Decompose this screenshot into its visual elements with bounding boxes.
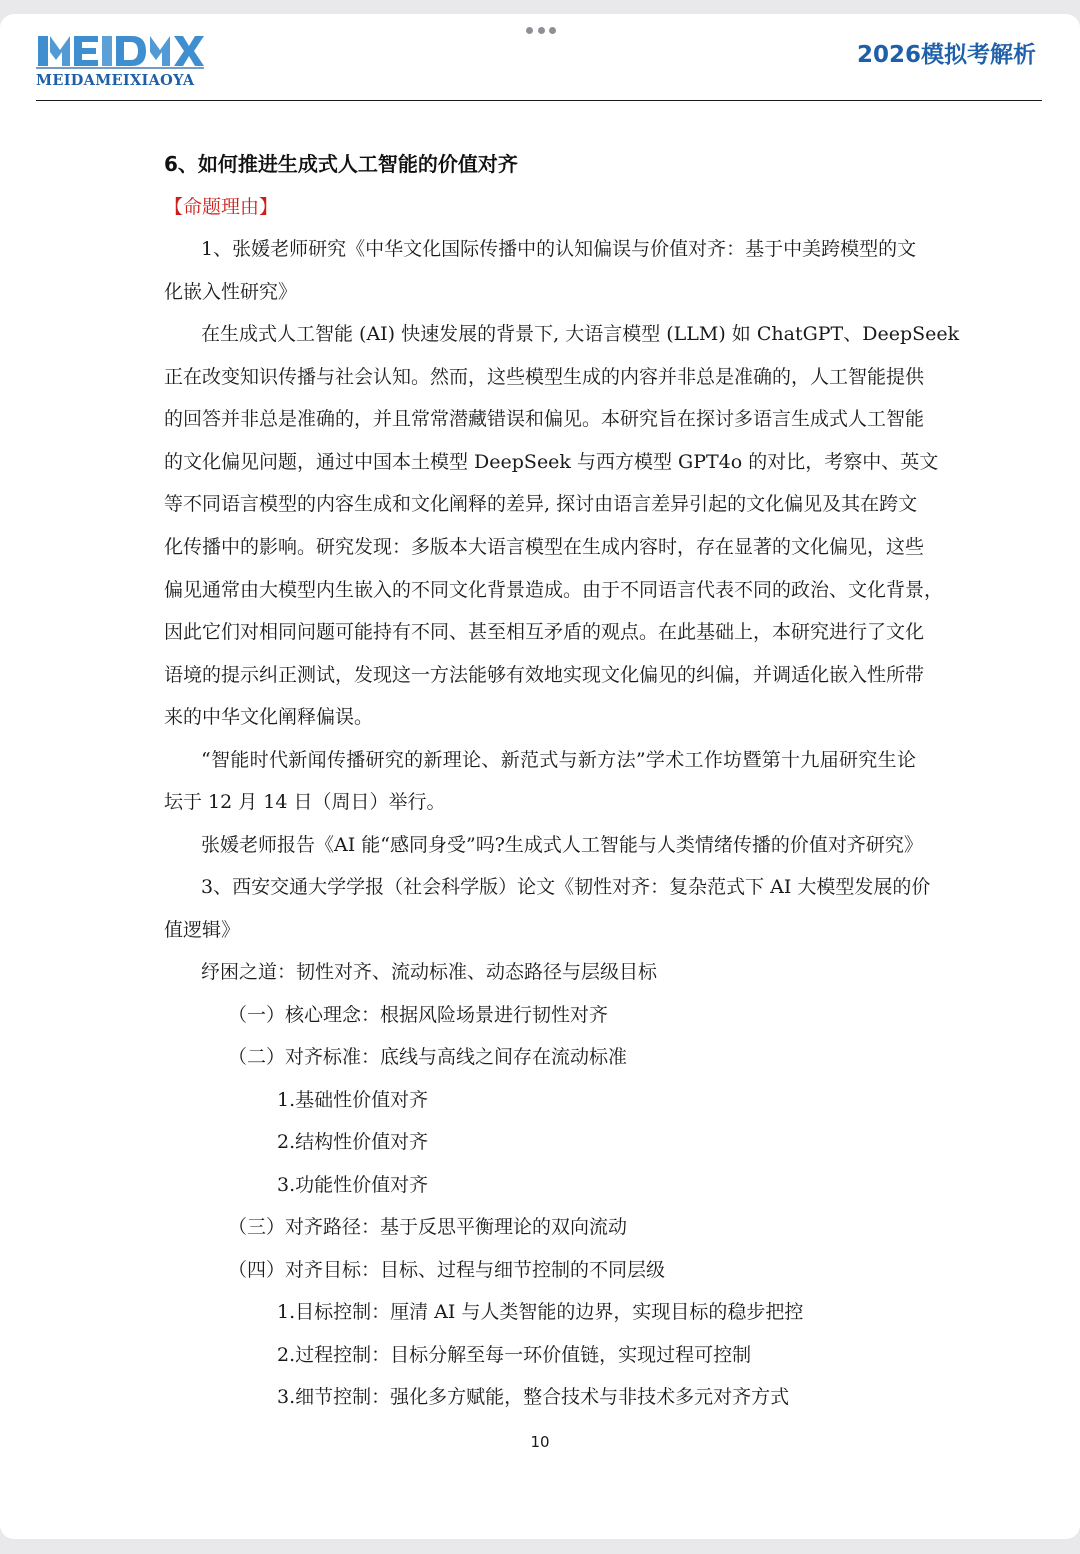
- paragraph-line: 因此它们对相同问题可能持有不同、甚至相互矛盾的观点。在此基础上，本研究进行了文化: [164, 621, 925, 643]
- question-heading: 6、如何推进生成式人工智能的价值对齐: [164, 152, 518, 176]
- outline-subitem: 3.细节控制：强化多方赋能，整合技术与非技术多元对齐方式: [277, 1386, 790, 1408]
- outline-subitem: 2.过程控制：目标分解至每一环价值链，实现过程可控制: [277, 1344, 752, 1366]
- paragraph-line: 来的中华文化阐释偏误。: [164, 706, 374, 728]
- paragraph-line: 化嵌入性研究》: [164, 281, 298, 303]
- more-options-icon[interactable]: [526, 26, 556, 34]
- paragraph-line: 坛于 12 月 14 日（周日）举行。: [164, 791, 446, 813]
- section-label: 【命题理由】: [164, 196, 279, 218]
- outline-item: （四）对齐目标：目标、过程与细节控制的不同层级: [228, 1259, 666, 1281]
- paragraph-line: 的回答并非总是准确的，并且常常潜藏错误和偏见。本研究旨在探讨多语言生成式人工智能: [164, 408, 925, 430]
- outline-item: （一）核心理念：根据风险场景进行韧性对齐: [228, 1004, 609, 1026]
- paragraph-line: 值逻辑》: [164, 919, 241, 941]
- paragraph-line: 等不同语言模型的内容生成和文化阐释的差异, 探讨由语言差异引起的文化偏见及其在跨文: [164, 493, 918, 515]
- outline-item: （二）对齐标准：底线与高线之间存在流动标准: [228, 1046, 628, 1068]
- outline-subitem: 2.结构性价值对齐: [277, 1131, 429, 1153]
- paragraph-line: 在生成式人工智能 (AI) 快速发展的背景下, 大语言模型 (LLM) 如 ChatGPT、DeepSeek: [201, 323, 960, 345]
- paragraph-line: 1、张媛老师研究《中华文化国际传播中的认知偏误与价值对齐：基于中美跨模型的文: [201, 238, 917, 260]
- paragraph-line: 偏见通常由大模型内生嵌入的不同文化背景造成。由于不同语言代表不同的政治、文化背景，: [164, 579, 944, 601]
- logo-text: MEIDAMEIXIAOYA: [36, 72, 195, 89]
- paragraph-line: 的文化偏见问题，通过中国本土模型 DeepSeek 与西方模型 GPT4o 的对比，考察中、英文: [164, 451, 939, 473]
- header-title: 2026模拟考解析: [856, 42, 1036, 68]
- paragraph-line: 3、西安交通大学学报（社会科学版）论文《韧性对齐：复杂范式下 AI 大模型发展的价: [201, 876, 931, 898]
- page-number: 10: [530, 1433, 550, 1451]
- paragraph-line: “智能时代新闻传播研究的新理论、新范式与新方法”学术工作坊暨第十九届研究生论: [201, 749, 916, 771]
- paragraph-line: 张媛老师报告《AI 能“感同身受”吗?生成式人工智能与人类情绪传播的价值对齐研究》: [201, 834, 923, 856]
- outline-subitem: 1.基础性价值对齐: [277, 1089, 429, 1111]
- paragraph-line: 语境的提示纠正测试，发现这一方法能够有效地实现文化偏见的纠偏，并调适化嵌入性所带: [164, 664, 925, 686]
- header-divider: [36, 100, 1042, 101]
- paragraph-line: 化传播中的影响。研究发现：多版本大语言模型在生成内容时，存在显著的文化偏见，这些: [164, 536, 925, 558]
- paragraph-line: 正在改变知识传播与社会认知。然而，这些模型生成的内容并非总是准确的，人工智能提供: [164, 366, 925, 388]
- outline-item: （三）对齐路径：基于反思平衡理论的双向流动: [228, 1216, 628, 1238]
- outline-subitem: 1.目标控制：厘清 AI 与人类智能的边界，实现目标的稳步把控: [277, 1301, 804, 1323]
- outline-subitem: 3.功能性价值对齐: [277, 1174, 429, 1196]
- paragraph-line: 纾困之道：韧性对齐、流动标准、动态路径与层级目标: [201, 961, 658, 983]
